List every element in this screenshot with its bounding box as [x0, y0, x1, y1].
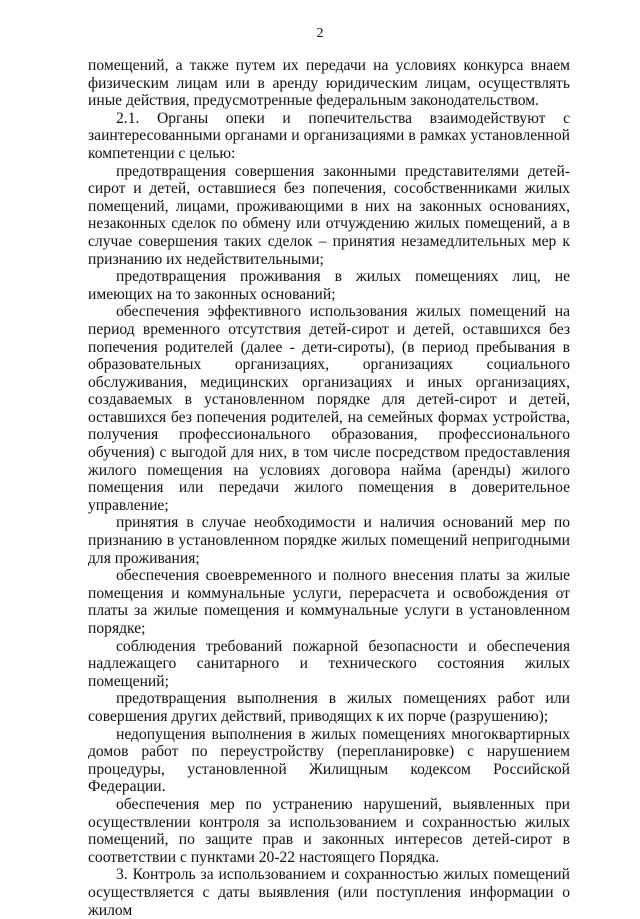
- paragraph: обеспечения своевременного и полного внесения платы за жилые помещения и коммунальные услуги, перерасчета и освобождения от платы за жилые помещения и коммунальные услуги в установленном порядке;: [88, 567, 570, 637]
- paragraph: 3. Контроль за использованием и сохранностью жилых помещений осуществляется с даты выявления (или поступления информации о жилом: [88, 866, 570, 919]
- paragraph: принятия в случае необходимости и наличия оснований мер по признанию в установленном порядке жилых помещений непригодными для проживания;: [88, 514, 570, 567]
- paragraph: предотвращения выполнения в жилых помещениях работ или совершения других действий, приводящих к их порче (разрушению);: [88, 690, 570, 725]
- paragraph: обеспечения эффективного использования жилых помещений на период временного отсутствия детей-сирот и детей, оставшихся без попечения родителей (далее - дети-сироты), (в период пребывания в образовательных организациях, организациях социального обслуживания, медицинских организациях и иных организациях, создаваемых в установленном порядке для детей-сирот и детей, оставшихся без попечения родителей, на семейных формах устройства, получения профессионального образования, профессионального обучения) с выгодой для них, в том числе посредством предоставления жилого помещения на условиях договора найма (аренды) жилого помещения или передачи жилого помещения в доверительное управление;: [88, 303, 570, 514]
- paragraph: недопущения выполнения в жилых помещениях многоквартирных домов работ по переустройству (перепланировке) с нарушением процедуры, установленной Жилищным кодексом Российской Федерации.: [88, 725, 570, 796]
- page-number: 2: [316, 26, 324, 41]
- paragraph: 2.1. Органы опеки и попечительства взаимодействуют с заинтересованными органами и организациями в рамках установленной компетенции с целью:: [88, 109, 570, 162]
- document-body: [88, 57, 570, 919]
- paragraph: помещений, а также путем их передачи на условиях конкурса внаем физическим лицам или в аренду юридическим лицам, осуществлять иные действия, предусмотренные федеральным законодательством.: [88, 57, 570, 110]
- paragraph: предотвращения совершения законными представителями детей-сирот и детей, оставшиеся без попечения, сособственниками жилых помещений, лицами, проживающими в них на законных основаниях, незаконных сделок по обмену или отчуждению жилых помещений, а в случае совершения таких сделок – принятия незамедлительных мер к признанию их недействительными;: [88, 162, 570, 268]
- paragraph: обеспечения мер по устранению нарушений, выявленных при осуществлении контроля за использованием и сохранностью жилых помещений, по защите прав и законных интересов детей-сирот в соответствии с пунктами 20-22 настоящего Порядка.: [88, 795, 570, 866]
- paragraph: предотвращения проживания в жилых помещениях лиц, не имеющих на то законных оснований;: [88, 268, 570, 303]
- paragraph: соблюдения требований пожарной безопасности и обеспечения надлежащего санитарного и технического состояния жилых помещений;: [88, 637, 570, 690]
